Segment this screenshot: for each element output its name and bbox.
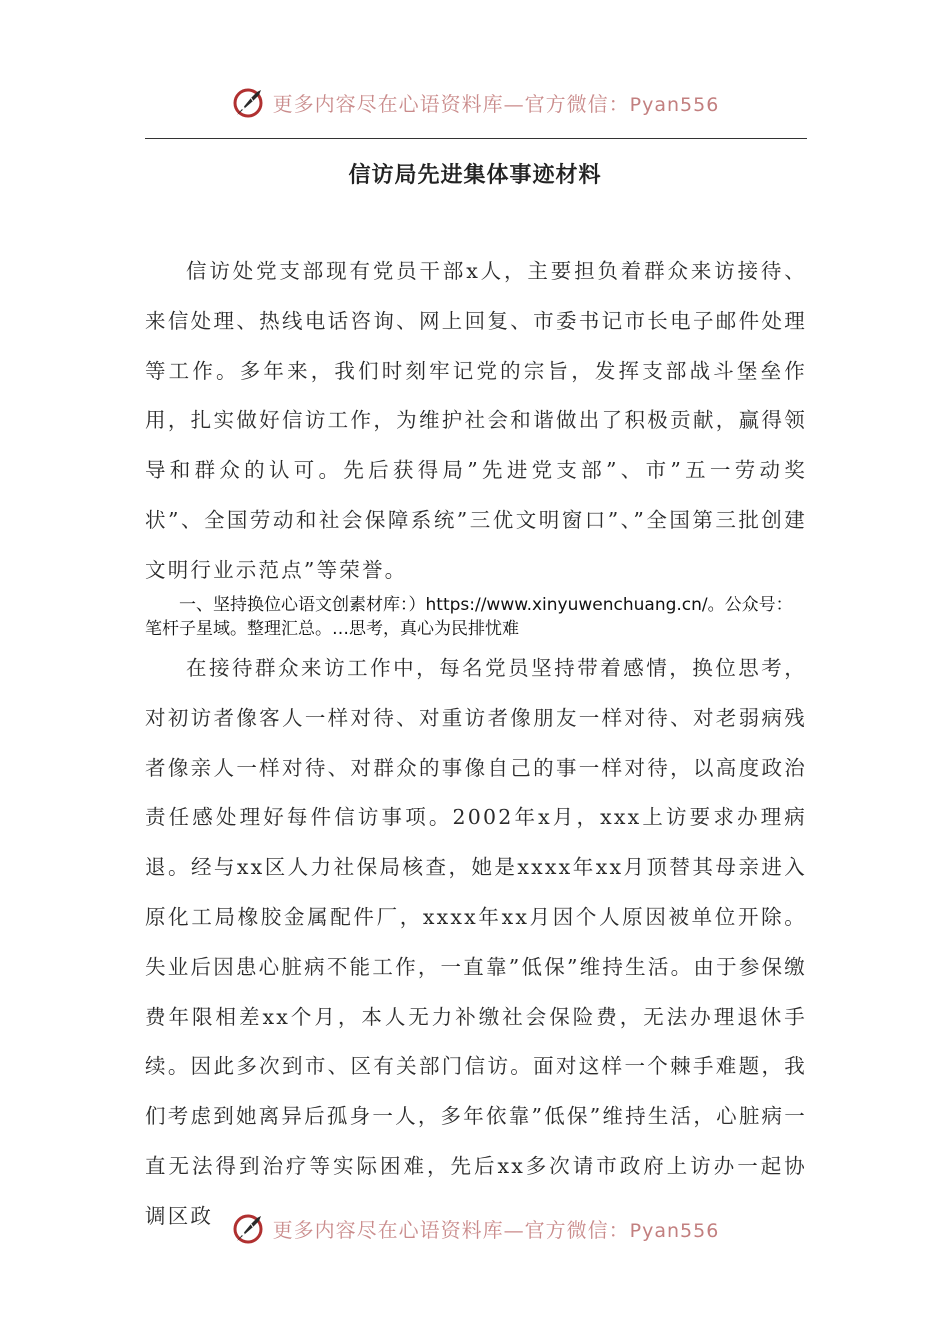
watermark-text: 更多内容尽在心语资料库—官方微信：Pyan556: [272, 91, 720, 116]
footer-watermark: [0, 1210, 950, 1246]
wechat-id: Pyan556: [629, 93, 720, 116]
section-heading: 一、坚持换位心语文创素材库：）https://www.xinyuwenchuang.cn/。公众号：笔杆子星域。整理汇总。…思考，真心为民排忧难: [145, 595, 793, 639]
header-watermark: [0, 84, 950, 120]
watermark-text: 更多内容尽在心语资料库—官方微信：Pyan556: [272, 1217, 720, 1242]
pen-nib-circle-icon: [231, 84, 267, 120]
pen-nib-circle-icon: [231, 1210, 267, 1246]
body-paragraph: 在接待群众来访工作中，每名党员坚持带着感情，换位思考，对初访者像客人一样对待、对重访者像朋友一样对待、对老弱病残者像亲人一样对待、对群众的事像自己的事一样对待，以高度政治责任感处理好每件信访事项。2002年x月，xxx上访要求办理病退。经与xx区人力社保局核查，她是xxxx年xx月顶替其母亲进入原化工局橡胶金属配件厂，xxxx年xx月因个人原因被单位开除。失业后因患心脏病不能工作，一直靠”低保”维持生活。由于参保缴费年限相差xx个月，本人无力补缴社会保险费，无法办理退休手续。因此多次到市、区有关部门信访。面对这样一个棘手难题，我们考虑到她离异后孤身一人，多年依靠”低保”维持生活，心脏病一直无法得到治疗等实际困难，先后xx多次请市政府上访办一起协调区政: [145, 656, 807, 1228]
wechat-id: Pyan556: [629, 1219, 720, 1242]
header-divider: [145, 138, 807, 139]
body-paragraph: 信访处党支部现有党员干部x人，主要担负着群众来访接待、来信处理、热线电话咨询、网上回复、市委书记市长电子邮件处理等工作。多年来，我们时刻牢记党的宗旨，发挥支部战斗堡垒作用，扎实做好信访工作，为维护社会和谐做出了积极贡献，赢得领导和群众的认可。先后获得局”先进党支部”、市”五一劳动奖状”、全国劳动和社会保障系统”三优文明窗口”、”全国第三批创建文明行业示范点”等荣誉。: [145, 259, 807, 582]
page-title: 信访局先进集体事迹材料: [348, 163, 602, 188]
